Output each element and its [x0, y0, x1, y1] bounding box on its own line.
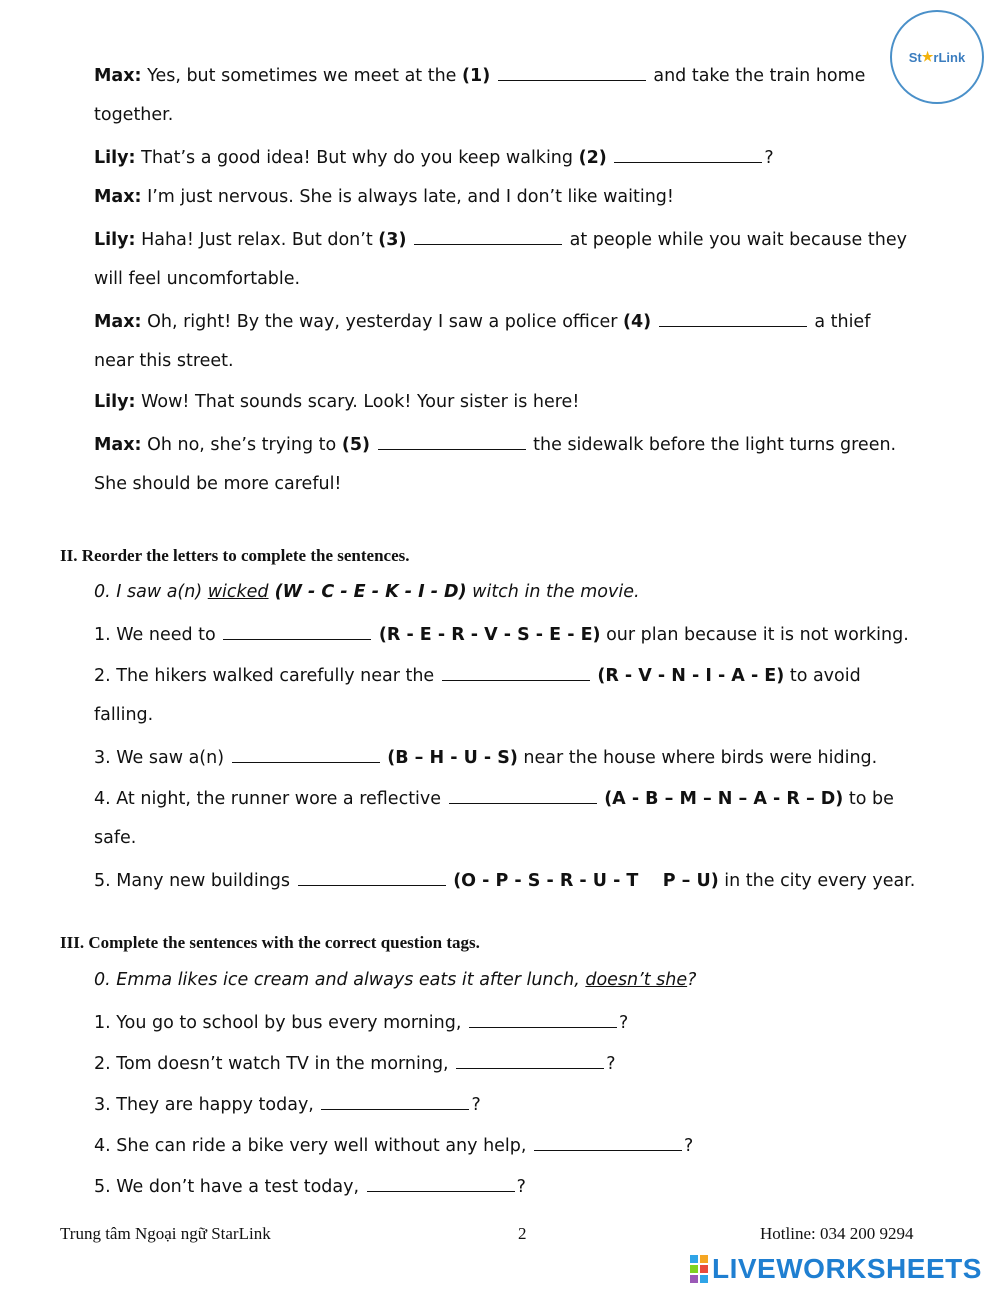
footer-hotline: Hotline: 034 200 9294 [760, 1224, 914, 1243]
speaker: Max: [94, 66, 142, 86]
question-text: 4. She can ride a bike very well without any help, [94, 1136, 533, 1156]
dialogue-line-3 [94, 144, 774, 170]
answer-blank-1[interactable] [498, 62, 646, 81]
answer-blank-3[interactable] [414, 226, 562, 245]
dialogue-line-5 [94, 226, 907, 252]
question-text: 5. Many new buildings [94, 871, 296, 891]
question-text: near the house where birds were hiding. [517, 748, 878, 768]
speaker: Lily: [94, 230, 136, 250]
dialogue-line-2: together. [94, 105, 174, 125]
scrambled-letters: (R - E - R - V - S - E - E) [378, 625, 601, 645]
speaker: Max: [94, 435, 142, 455]
question-mark: ? [471, 1095, 481, 1115]
example-text: 0. I saw a(n) [94, 582, 208, 602]
section-3-question-4 [94, 1132, 693, 1158]
liveworksheets-logo [690, 1252, 982, 1286]
question-text: our plan because it is not working. [600, 625, 909, 645]
dialogue-text: a thief [808, 312, 871, 332]
speaker: Max: [94, 312, 142, 332]
dialogue-text: ? [764, 148, 774, 168]
dialogue-text: Oh, right! By the way, yesterday I saw a police officer [141, 312, 623, 332]
example-text: witch in the movie. [466, 582, 640, 602]
section-2-question-3 [94, 744, 877, 770]
dialogue-line-4 [94, 185, 674, 209]
answer-blank-2[interactable] [614, 144, 762, 163]
question-text: 3. We saw a(n) [94, 748, 230, 768]
dialogue-line-7 [94, 308, 870, 334]
tag-blank-5[interactable] [367, 1173, 515, 1192]
reorder-blank-1[interactable] [223, 621, 371, 640]
dialogue-line-6: will feel uncomfortable. [94, 269, 301, 289]
dialogue-text: That’s a good idea! But why do you keep walking [135, 148, 579, 168]
answer-blank-5[interactable] [378, 431, 526, 450]
section-2-heading: II. Reorder the letters to complete the sentences. [60, 546, 410, 565]
question-text: 3. They are happy today, [94, 1095, 320, 1115]
question-text: 5. We don’t have a test today, [94, 1177, 365, 1197]
dialogue-line-11: She should be more careful! [94, 474, 342, 494]
dialogue-text: at people while you wait because they [564, 230, 907, 250]
dialogue-text: the sidewalk before the light turns green. [527, 435, 897, 455]
blank-number: (4) [623, 312, 652, 332]
blank-number: (1) [462, 66, 491, 86]
section-3-question-3 [94, 1091, 481, 1117]
dialogue-text: Wow! That sounds scary. Look! Your sister is here! [135, 392, 580, 412]
scrambled-letters: (B – H - U - S) [387, 748, 518, 768]
example-answer: wicked [207, 582, 269, 602]
scrambled-letters: (A - B – M – N – A - R – D) [604, 789, 844, 809]
dialogue-text: and take the train home [647, 66, 866, 86]
question-mark: ? [516, 1177, 526, 1197]
section-2-question-5 [94, 867, 915, 893]
speaker: Lily: [94, 392, 136, 412]
section-2-question-4 [94, 785, 894, 811]
starlink-logo [890, 10, 984, 104]
question-mark: ? [684, 1136, 694, 1156]
page-number: 2 [518, 1224, 527, 1243]
tag-blank-4[interactable] [534, 1132, 682, 1151]
section-2-example [94, 580, 640, 604]
question-text: to be [843, 789, 894, 809]
reorder-blank-4[interactable] [449, 785, 597, 804]
example-letters: (W - C - E - K - I - D) [268, 582, 467, 602]
question-text: 2. Tom doesn’t watch TV in the morning, [94, 1054, 455, 1074]
scrambled-letters: (O - P - S - R - U - T P – U) [453, 871, 719, 891]
question-text: in the city every year. [718, 871, 916, 891]
liveworksheets-text: LIVEWORKSHEETS [712, 1253, 982, 1284]
dialogue-line-8: near this street. [94, 351, 234, 371]
dialogue-text: I’m just nervous. She is always late, and I don’t like waiting! [141, 187, 674, 207]
blank-number: (3) [378, 230, 407, 250]
speaker: Max: [94, 187, 142, 207]
question-text: 4. At night, the runner wore a reflective [94, 789, 447, 809]
scrambled-letters: (R - V - N - I - A - E) [597, 666, 785, 686]
blank-number: (5) [341, 435, 371, 455]
dialogue-text: Yes, but sometimes we meet at the [141, 66, 463, 86]
question-text: 2. The hikers walked carefully near the [94, 666, 440, 686]
dialogue-text: Haha! Just relax. But don’t [135, 230, 379, 250]
logo-text-a: St [908, 49, 922, 65]
section-3-question-5 [94, 1173, 526, 1199]
liveworksheets-grid-icon [690, 1255, 708, 1283]
question-mark: ? [606, 1054, 616, 1074]
speaker: Lily: [94, 148, 136, 168]
section-3-example [94, 968, 696, 992]
section-2-question-4-cont: safe. [94, 828, 137, 848]
dialogue-line-9 [94, 390, 579, 414]
example-text: 0. Emma likes ice cream and always eats it after lunch, [94, 970, 586, 990]
section-3-question-2 [94, 1050, 615, 1076]
logo-star-icon: ★ [921, 49, 934, 64]
dialogue-text: Oh no, she’s trying to [141, 435, 342, 455]
footer-center-name: Trung tâm Ngoại ngữ StarLink [60, 1224, 271, 1243]
dialogue-line-1 [94, 62, 865, 88]
question-text: to avoid [784, 666, 861, 686]
section-2-question-2 [94, 662, 861, 688]
section-2-question-2-cont: falling. [94, 705, 154, 725]
section-3-question-1 [94, 1009, 628, 1035]
example-text: ? [687, 970, 697, 990]
answer-blank-4[interactable] [659, 308, 807, 327]
logo-text-b: rLink [933, 49, 966, 65]
dialogue-line-10 [94, 431, 896, 457]
question-text: 1. We need to [94, 625, 222, 645]
tag-blank-3[interactable] [321, 1091, 469, 1110]
section-2-question-1 [94, 621, 909, 647]
section-3-heading: III. Complete the sentences with the correct question tags. [60, 933, 480, 952]
question-text: 1. You go to school by bus every morning, [94, 1013, 467, 1033]
blank-number: (2) [578, 148, 607, 168]
reorder-blank-2[interactable] [442, 662, 590, 681]
tag-blank-2[interactable] [456, 1050, 604, 1069]
example-answer: doesn’t she [585, 970, 688, 990]
reorder-blank-5[interactable] [298, 867, 446, 886]
reorder-blank-3[interactable] [232, 744, 380, 763]
tag-blank-1[interactable] [469, 1009, 617, 1028]
question-mark: ? [619, 1013, 629, 1033]
